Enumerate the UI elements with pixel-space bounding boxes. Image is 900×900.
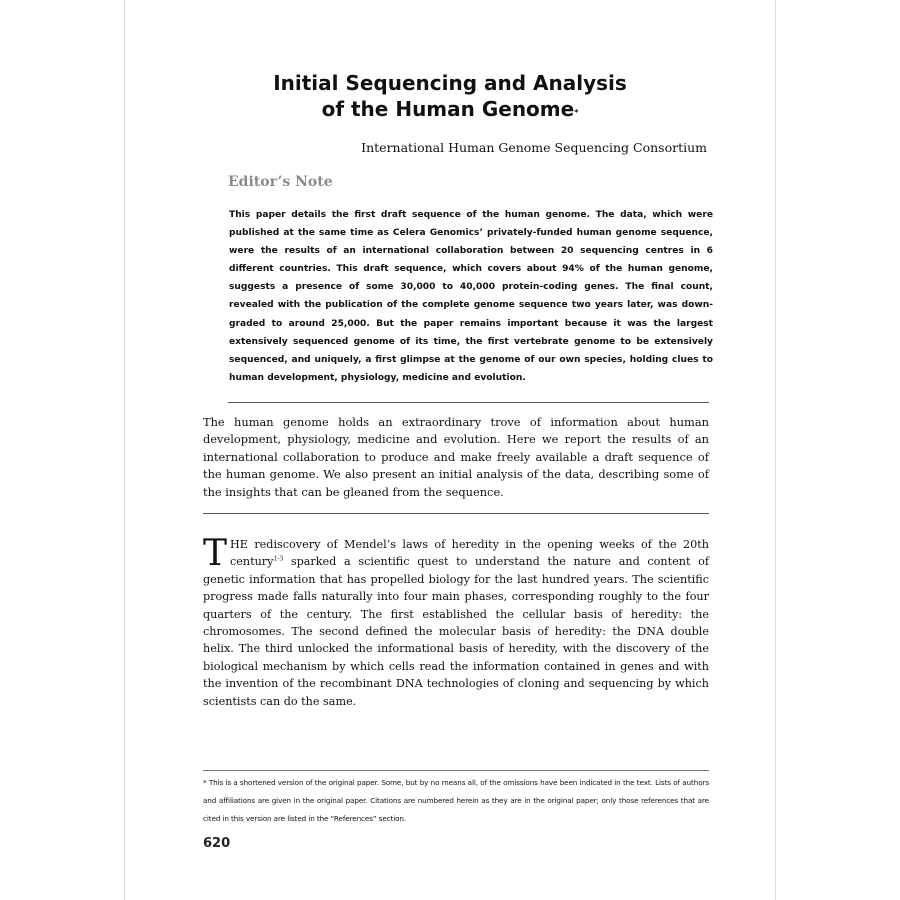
footnote-text: This is a shortened version of the original paper. Some, but by no means all, of the omissions have been indicated in the text. Lists of authors and affiliations are given in the original paper. Citations are numbered herein as they are in the original paper; only those references that are cited in this version are listed in the “References” section. <box>203 778 709 823</box>
section-divider-bottom <box>203 513 709 514</box>
footnote-divider <box>203 770 709 771</box>
editors-note-body: This paper details the first draft sequence of the human genome. The data, which were published at the same time as Celera Genomics’ privately-funded human genome sequence, were the results of an international collaboration between 20 sequencing centres in 6 different countries. This draft sequence, which covers about 94% of the human genome, suggests a presence of some 30,000 to 40,000 protein-coding genes. The final count, revealed with the publication of the complete genome sequence two years later, was down-graded to around 25,000. But the paper remains important because it was the largest extensively sequenced genome of its time, the first vertebrate genome to be extensively sequenced, and uniquely, a first glimpse at the genome of our own species, holding clues to human development, physiology, medicine and evolution. <box>229 210 713 383</box>
page-number: 620 <box>203 836 231 851</box>
abstract: The human genome holds an extraordinary trove of information about human development, physiology, medicine and evolution. Here we report the results of an international collaboration to produce and make freely available a draft sequence of the human genome. We also present an initial analysis of the data, describing some of the insights that can be gleaned from the sequence. <box>203 415 709 499</box>
editors-note-heading: Editor’s Note <box>228 174 333 190</box>
title-line-1: Initial Sequencing and Analysis <box>273 71 627 95</box>
citation-superscript: 1-3 <box>273 555 284 563</box>
body-text-part-1: HE rediscovery of Mendel’s laws of heredity in the opening weeks of the 20th century <box>230 538 709 569</box>
author-line: International Human Genome Sequencing Consortium <box>361 140 707 155</box>
drop-cap: T <box>203 533 228 574</box>
paper-title <box>125 70 775 122</box>
paper-page <box>124 0 776 900</box>
body-text-part-2: sparked a scientific quest to understand the nature and content of genetic information that has propelled biology for the last hundred years. The scientific progress made falls naturally into four main phases, corresponding roughly to the four quarters of the century. The first established the cellular basis of heredity: the chromosomes. The second defined the molecular basis of heredity: the DNA double helix. The third unlocked the informational basis of heredity, with the discovery of the biological mechanism by which cells read the information contained in genes and with the invention of the recombinant DNA technologies of cloning and sequencing by which scientists can do the same. <box>203 555 709 708</box>
title-footnote-marker: * <box>574 108 579 117</box>
title-line-2-text: of the Human Genome <box>321 97 575 121</box>
title-line-2 <box>125 96 775 122</box>
footnote-marker: * <box>203 778 207 787</box>
footnote <box>203 774 709 828</box>
body-paragraph <box>203 533 709 710</box>
section-divider-top <box>228 402 709 403</box>
